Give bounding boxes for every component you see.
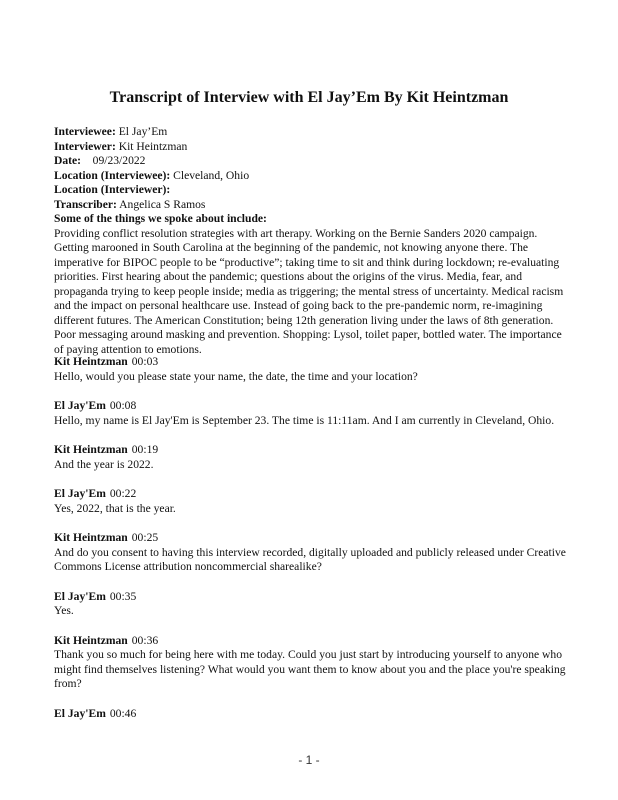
timestamp: 00:08	[109, 399, 137, 412]
timestamp: 00:25	[131, 531, 159, 544]
metadata-value: Cleveland, Ohio	[170, 168, 250, 182]
transcript-entry	[54, 707, 574, 722]
speaker-name: Kit Heintzman	[54, 531, 128, 544]
metadata-value: Angelica S Ramos	[116, 197, 206, 211]
speaker-name: El Jay'Em	[54, 706, 106, 720]
metadata-location-interviewer	[54, 183, 249, 198]
timestamp: 00:03	[131, 355, 159, 368]
utterance: Hello, my name is El Jay'Em is September 23. The time is 11:11am. And I am currently in Cleveland, Ohio.	[54, 413, 555, 427]
topics-section	[54, 212, 574, 357]
speaker-name: El Jay'Em	[54, 589, 106, 603]
transcript-entry	[54, 443, 574, 472]
utterance: And the year is 2022.	[54, 457, 154, 471]
metadata-label: Location (Interviewer):	[54, 183, 171, 196]
metadata-label: Interviewee:	[54, 125, 116, 138]
topics-heading: Some of the things we spoke about include:	[54, 212, 267, 225]
metadata-label: Location (Interviewee):	[54, 168, 171, 182]
metadata-transcriber	[54, 198, 249, 213]
speaker-name: Kit Heintzman	[54, 443, 128, 456]
topics-summary: Providing conflict resolution strategies with art therapy. Working on the Bernie Sanders 2020 campaign. Getting marooned in South Carolina at the beginning of the pandemic, not knowing anyone there. The imperative for BIPOC people to be “productive”; taking time to sit and think during lockdown; re-evaluating priorities. First hearing about the pandemic; questions about the origins of the virus. Media, fear, and propaganda trying to keep people inside; media as triggering; the mental stress of uncertainty. Medical racism and the impact on personal healthcare use. Instead of going back to the pre-pandemic norm, re-imagining different futures. The American Constitution; being 12th generation living under the laws of 8th generation. Poor messaging around masking and prevention. Shopping: Lysol, toilet paper, bottled water. The importance of paying attention to emotions.	[54, 226, 564, 356]
timestamp: 00:36	[131, 633, 159, 647]
speaker-name: Kit Heintzman	[54, 633, 128, 647]
transcript-entry	[54, 590, 574, 619]
metadata-label: Transcriber:	[54, 197, 117, 211]
transcript-entry	[54, 399, 574, 428]
metadata-label: Interviewer:	[54, 139, 116, 153]
metadata-label: Date:	[54, 154, 82, 167]
speaker-name: Kit Heintzman	[54, 355, 128, 368]
metadata-interviewee	[54, 125, 249, 140]
interview-metadata	[54, 125, 249, 212]
transcript-entry	[54, 634, 574, 692]
document-title: Transcript of Interview with El Jay’Em By Kit Heintzman	[109, 89, 509, 106]
utterance: Yes.	[54, 604, 74, 617]
transcript-entry	[54, 531, 574, 575]
metadata-date	[54, 154, 249, 169]
metadata-value: Kit Heintzman	[115, 139, 188, 153]
timestamp: 00:46	[109, 706, 137, 720]
metadata-value: 09/23/2022	[81, 154, 146, 167]
utterance: Hello, would you please state your name, the date, the time and your location?	[54, 369, 418, 383]
utterance: And do you consent to having this interview recorded, digitally uploaded and publicly released under Creative Commons License attribution noncommercial sharealike?	[54, 545, 566, 573]
utterance: Yes, 2022, that is the year.	[54, 501, 176, 515]
timestamp: 00:19	[131, 443, 159, 456]
transcript-entry	[54, 355, 574, 384]
transcript-entry	[54, 487, 574, 516]
timestamp: 00:22	[109, 487, 137, 500]
speaker-name: El Jay'Em	[54, 399, 106, 412]
timestamp: 00:35	[109, 589, 137, 603]
transcript	[54, 355, 574, 736]
metadata-value: El Jay’Em	[115, 125, 168, 138]
metadata-interviewer	[54, 140, 249, 155]
utterance: Thank you so much for being here with me today. Could you just start by introducing yourself to anyone who might find themselves listening? What would you want them to know about you and the place you're speaking from?	[54, 648, 566, 690]
metadata-location-interviewee	[54, 169, 249, 184]
page-number: - 1 -	[298, 753, 320, 767]
speaker-name: El Jay'Em	[54, 487, 106, 500]
